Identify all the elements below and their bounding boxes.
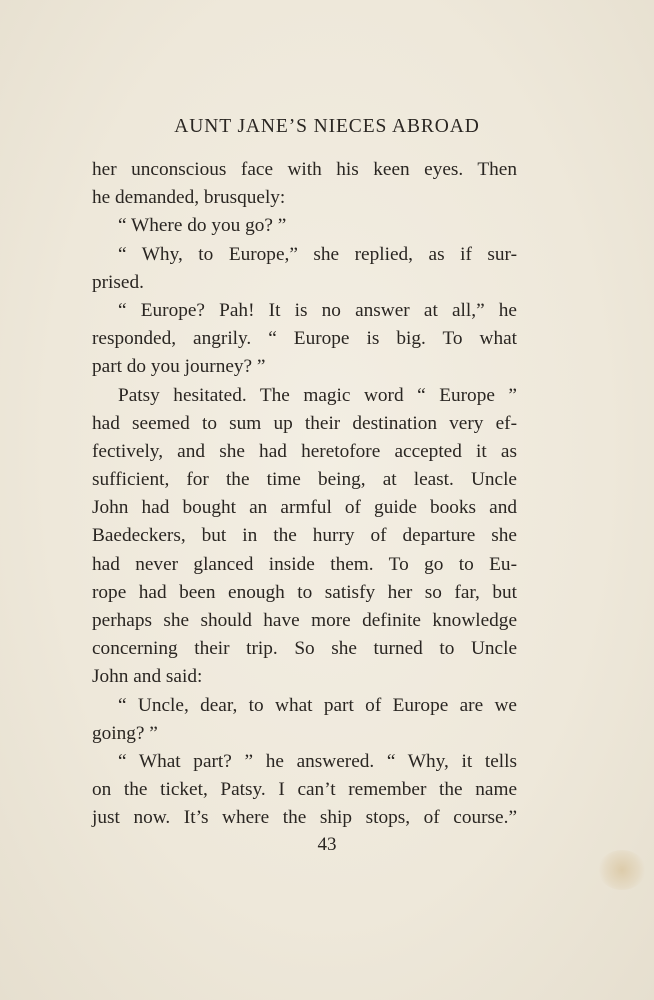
text-line: “ Where do you go? ”	[118, 215, 287, 237]
text-line: John and said:	[92, 666, 203, 688]
text-line: “ Europe? Pah! It is no answer at all,” he	[118, 299, 517, 321]
text-line: just now. It’s where the ship stops, of course.”	[92, 807, 517, 829]
text-line: part do you journey? ”	[92, 356, 266, 378]
text-line: going? ”	[92, 722, 158, 744]
text-line: had seemed to sum up their destination very ef-	[92, 412, 517, 434]
text-line: “ Uncle, dear, to what part of Europe are we	[118, 694, 517, 716]
text-line: responded, angrily. “ Europe is big. To what	[92, 328, 517, 350]
page-number: 43	[317, 834, 337, 855]
text-line: “ Why, to Europe,” she replied, as if sur-	[118, 243, 517, 265]
running-head: AUNT JANE’S NIECES ABROAD	[174, 116, 480, 137]
text-line: John had bought an armful of guide books and	[92, 497, 517, 519]
text-line: on the ticket, Patsy. I can’t remember the name	[92, 779, 517, 801]
text-line: her unconscious face with his keen eyes. Then	[92, 159, 517, 180]
paper-stain	[598, 850, 646, 890]
text-line: he demanded, brusquely:	[92, 187, 286, 209]
text-line: Patsy hesitated. The magic word “ Europe ”	[118, 384, 517, 406]
body-text	[92, 156, 517, 833]
text-line: fectively, and she had heretofore accepted it as	[92, 440, 517, 462]
text-line: prised.	[92, 271, 144, 293]
text-line: rope had been enough to satisfy her so far, but	[92, 581, 517, 603]
text-line: concerning their trip. So she turned to Uncle	[92, 638, 517, 660]
text-line: Baedeckers, but in the hurry of departure she	[92, 525, 517, 547]
text-line: “ What part? ” he answered. “ Why, it tells	[118, 750, 517, 772]
text-line: perhaps she should have more definite knowledge	[92, 610, 517, 631]
text-line: sufficient, for the time being, at least. Uncle	[92, 469, 517, 491]
text-line: had never glanced inside them. To go to Eu-	[92, 553, 517, 575]
